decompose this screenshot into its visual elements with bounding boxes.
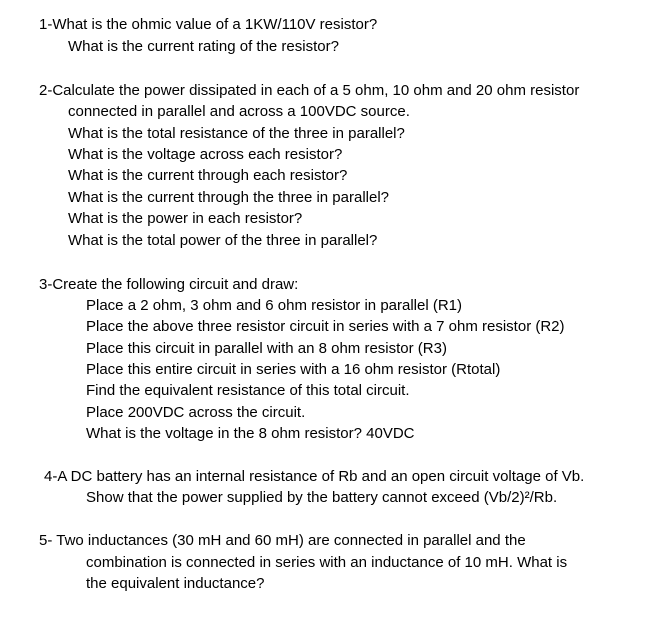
q2-subquestion: What is the voltage across each resistor? [68, 146, 343, 163]
q3-step: Place 200VDC across the circuit. [86, 404, 306, 421]
q2-title: 2-Calculate the power dissipated in each of a 5 ohm, 10 ohm and 20 ohm resistor [39, 82, 580, 99]
q3-step: Place the above three resistor circuit in series with a 7 ohm resistor (R2) [86, 318, 565, 335]
q5-title: 5- Two inductances (30 mH and 60 mH) are connected in parallel and the [39, 532, 526, 549]
q4-subquestion: Show that the power supplied by the battery cannot exceed (Vb/2)²/Rb. [86, 489, 558, 506]
q2-subquestion: What is the power in each resistor? [68, 210, 303, 227]
q1-title: 1-What is the ohmic value of a 1KW/110V resistor? [39, 16, 378, 33]
q5-title-continued: the equivalent inductance? [86, 575, 265, 592]
q1-subquestion: What is the current rating of the resistor? [68, 38, 339, 55]
q3-step: Find the equivalent resistance of this total circuit. [86, 382, 410, 399]
q3-step: What is the voltage in the 8 ohm resistor? 40VDC [86, 425, 415, 442]
q3-step: Place this circuit in parallel with an 8 ohm resistor (R3) [86, 340, 447, 357]
q3-step: Place a 2 ohm, 3 ohm and 6 ohm resistor in parallel (R1) [86, 297, 463, 314]
q2-title-continued: connected in parallel and across a 100VDC source. [68, 103, 410, 120]
q3-title: 3-Create the following circuit and draw: [39, 276, 299, 293]
q2-subquestion: What is the total resistance of the three in parallel? [68, 125, 405, 142]
q2-subquestion: What is the total power of the three in parallel? [68, 232, 378, 249]
q3-step: Place this entire circuit in series with a 16 ohm resistor (Rtotal) [86, 361, 501, 378]
q2-subquestion: What is the current through the three in parallel? [68, 189, 390, 206]
q2-subquestion: What is the current through each resistor? [68, 167, 348, 184]
q4-title: 4-A DC battery has an internal resistance of Rb and an open circuit voltage of Vb. [44, 468, 585, 485]
q5-title-continued: combination is connected in series with an inductance of 10 mH. What is [86, 554, 568, 571]
